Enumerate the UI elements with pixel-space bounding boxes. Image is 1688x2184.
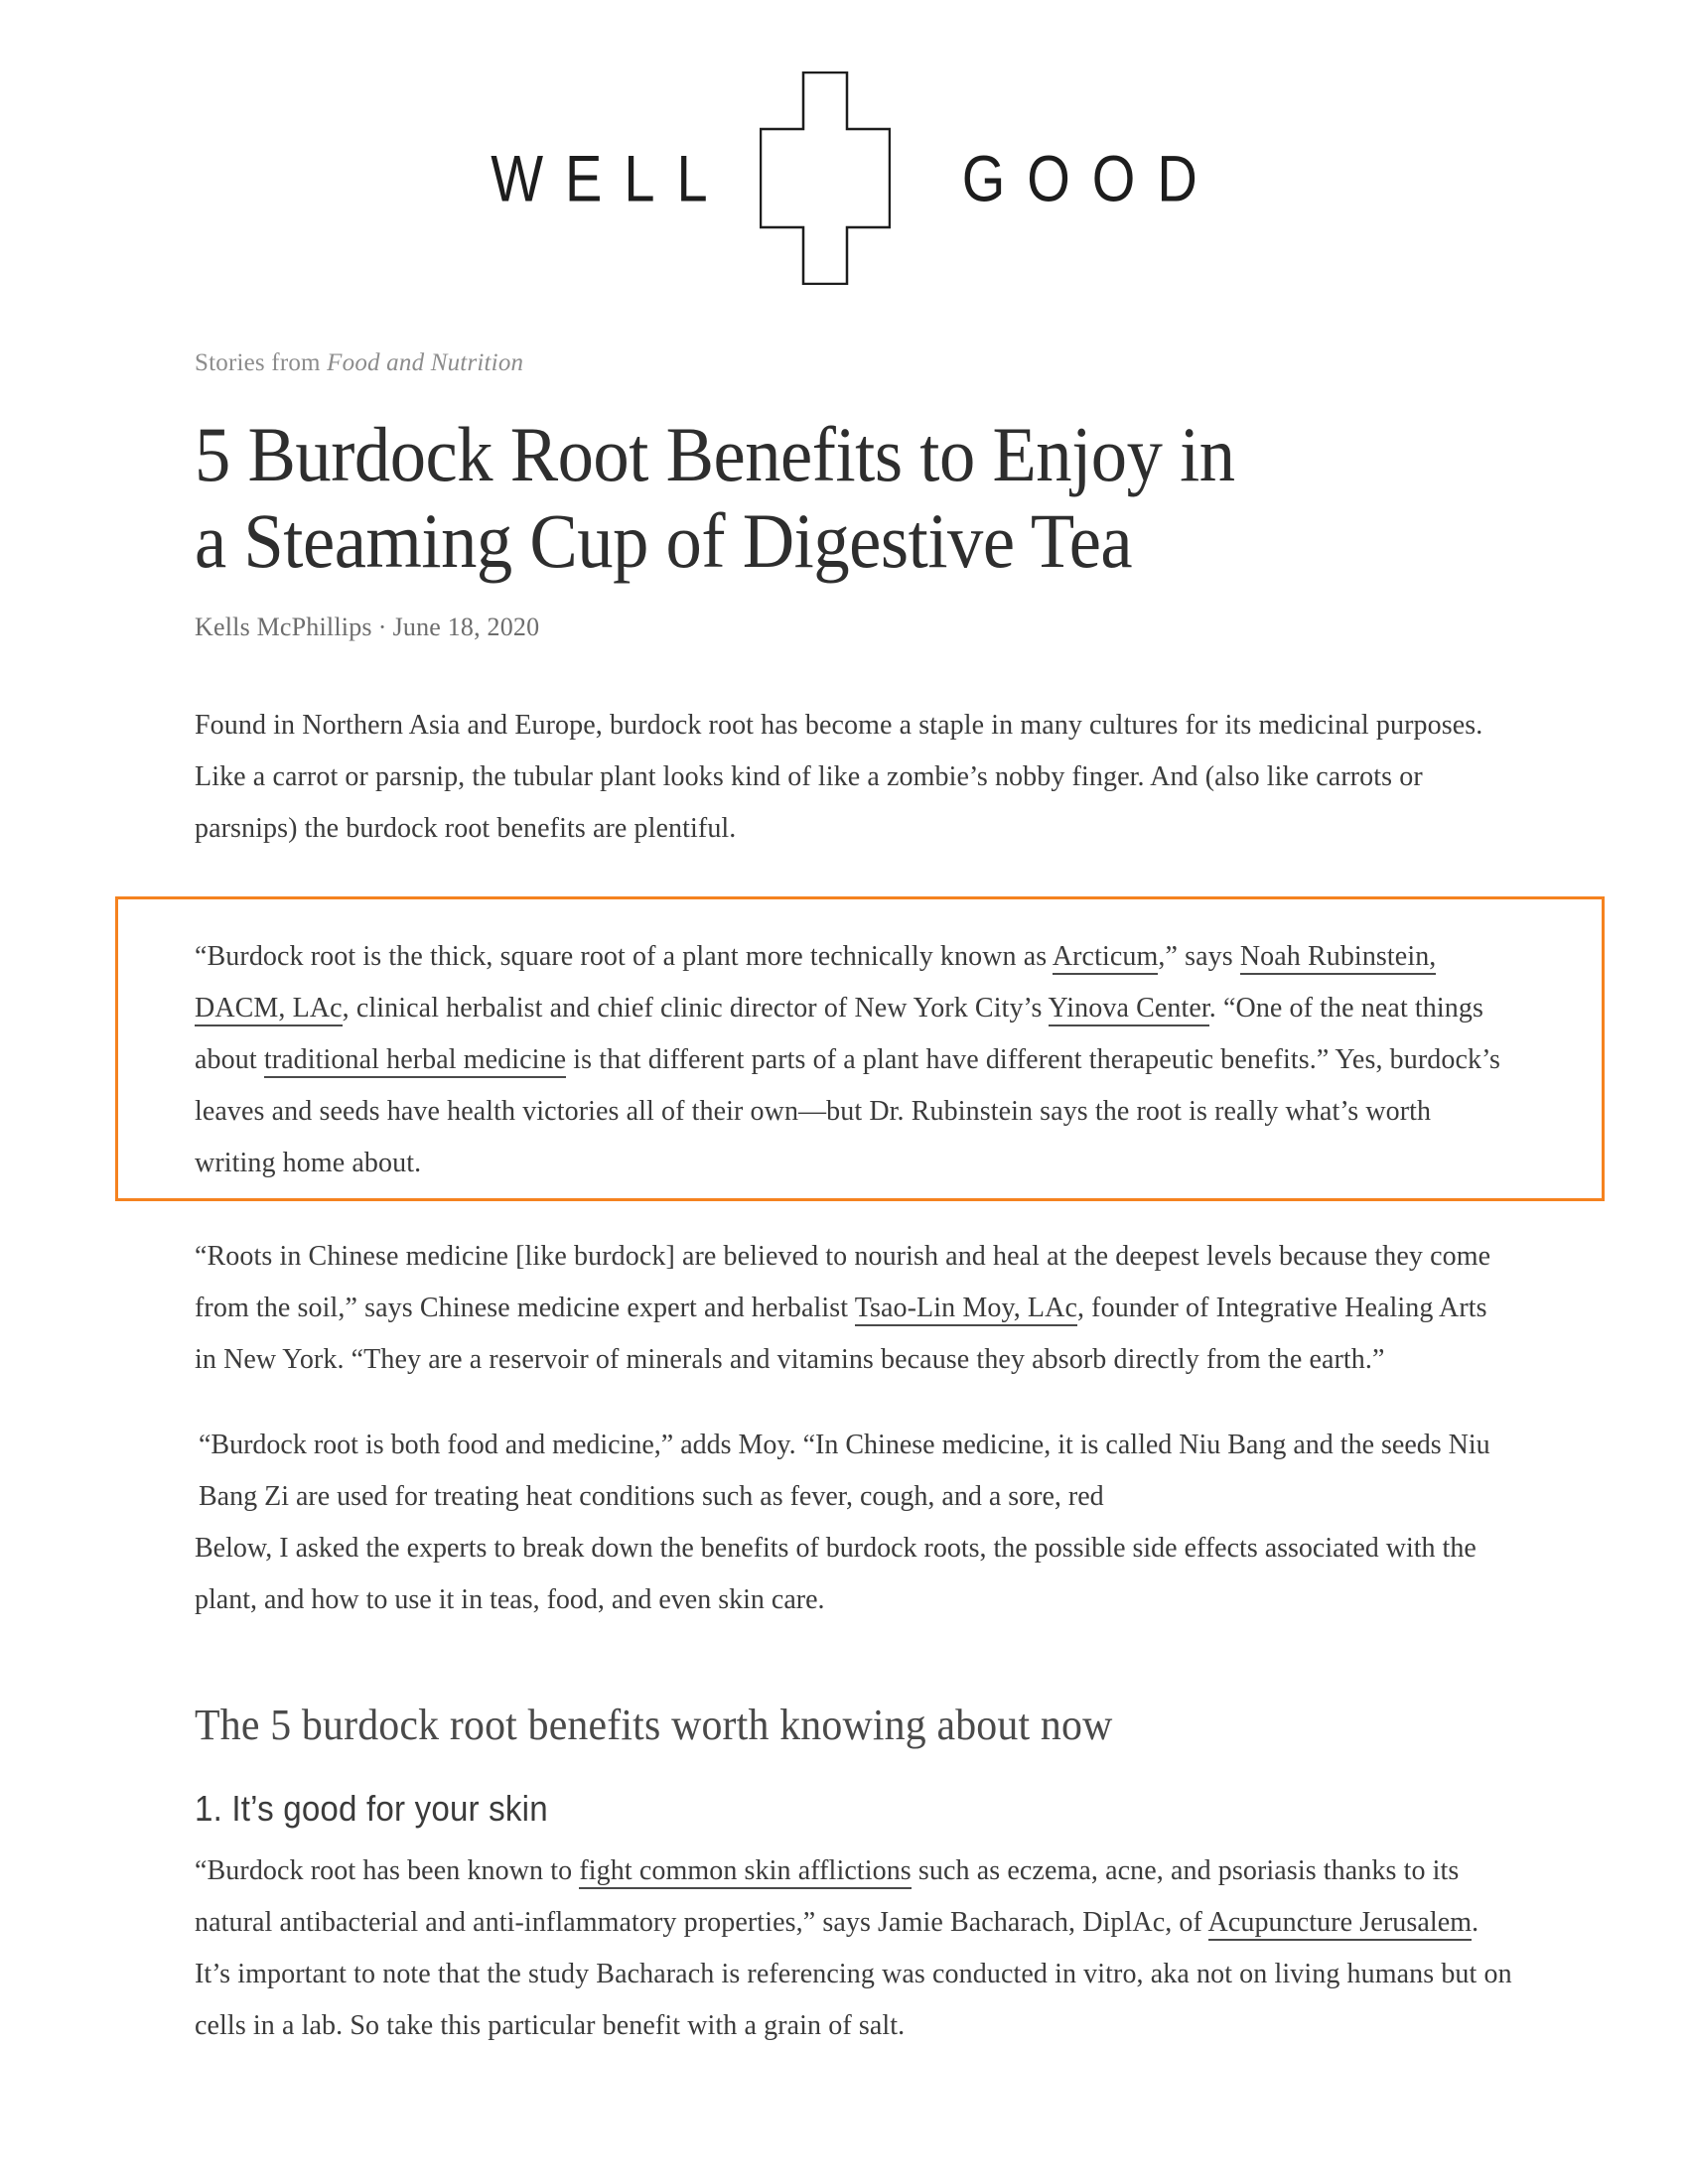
moy-seg-2: , founder of Integrative Healing Arts in New York. “They are a reservoir of minerals and vitamins because they absorb directly from the earth.” <box>195 1293 1487 1376</box>
skin-seg-3: . It’s important to note that the study Bacharach is referencing was conducted in vitro, aka not on living humans but on cells in a lab. So take this particular benefit with a grain of salt. <box>195 1907 1512 2042</box>
subsection-heading-skin: 1. It’s good for your skin <box>195 1788 548 1830</box>
site-masthead <box>0 71 1688 285</box>
article-paragraph-quote-moy <box>195 1231 1515 1386</box>
headline-line-2: a Steaming Cup of Digestive Tea <box>195 497 1133 585</box>
quote-seg-3: , clinical herbalist and chief clinic director of New York City’s <box>342 993 1049 1024</box>
link-acupuncture-jerusalem[interactable]: Acupuncture Jerusalem <box>1208 1907 1473 1941</box>
byline-separator: · <box>377 612 387 641</box>
byline <box>195 613 1505 642</box>
breadcrumb <box>195 349 1505 377</box>
skin-seg-2: such as eczema, acne, and psoriasis thanks to its natural antibacterial and anti-inflammatory properties,” says Jamie Bacharach, DiplAc, of <box>195 1855 1460 1939</box>
article-paragraph-niu-bang: “Burdock root is both food and medicine,” adds Moy. “In Chinese medicine, it is called Niu Bang and the seeds Niu Bang Zi are used for treating heat conditions such as fever, cough, and a sore, red <box>199 1430 1490 1513</box>
logo-word-well: WELL <box>491 140 730 215</box>
quote-seg-1: “Burdock root is the thick, square root of a plant more technically known as <box>195 941 1053 972</box>
article-paragraph-quote-rubinstein <box>195 931 1515 1189</box>
headline-line-1: 5 Burdock Root Benefits to Enjoy in <box>195 411 1235 497</box>
article-paragraph-skin <box>195 1845 1515 2052</box>
kicker-prefix: Stories from <box>195 349 328 376</box>
link-fight-common-skin-afflictions[interactable]: fight common skin afflictions <box>579 1855 911 1889</box>
quote-seg-2: ,” says <box>1158 941 1240 972</box>
section-heading-benefits: The 5 burdock root benefits worth knowing about now <box>195 1701 1113 1750</box>
publish-date: June 18, 2020 <box>392 612 540 641</box>
article-body-lower <box>195 1231 1515 2087</box>
link-arcticum[interactable]: Arcticum <box>1053 941 1159 975</box>
link-traditional-herbal-medicine[interactable]: traditional herbal medicine <box>264 1044 566 1078</box>
article-paragraph-1: Found in Northern Asia and Europe, burdock root has become a staple in many cultures for its medicinal purposes. Like a carrot or parsnip, the tubular plant looks kind of like a zombie’s nobby finger. And (also like carrots or parsnips) the burdock root benefits are plentiful. <box>195 709 1483 844</box>
moy-seg-1: “Roots in Chinese medicine [like burdock] are believed to nourish and heal at the deepest levels because they come from the soil,” says Chinese medicine expert and herbalist <box>195 1241 1491 1324</box>
article-paragraph-below-intro: Below, I asked the experts to break down the benefits of burdock roots, the possible side effects associated with the plant, and how to use it in teas, food, and even skin care. <box>195 1533 1477 1616</box>
quote-seg-5: is that different parts of a plant have different therapeutic benefits.” Yes, burdock’s leaves and seeds have health victories all of their own—but Dr. Rubinstein says the root is really what’s worth writing home about. <box>195 1044 1500 1179</box>
highlighted-paragraph-wrapper <box>195 931 1515 1189</box>
site-logo[interactable] <box>469 71 1219 285</box>
plus-cross-icon <box>760 71 891 285</box>
link-noah-rubinstein[interactable]: Noah Rubinstein, DACM, LAc <box>195 941 1436 1026</box>
logo-word-good: GOOD <box>961 140 1219 215</box>
author-name[interactable]: Kells McPhillips <box>195 612 372 641</box>
page-title <box>195 411 1414 585</box>
skin-seg-1: “Burdock root has been known to <box>195 1855 580 1887</box>
link-yinova-center[interactable]: Yinova Center <box>1049 993 1209 1026</box>
article-container <box>195 349 1505 888</box>
kicker-category-link[interactable]: Food and Nutrition <box>327 349 524 376</box>
quote-seg-4: . “One of the neat things about <box>195 993 1483 1076</box>
link-tsao-lin-moy[interactable]: Tsao-Lin Moy, LAc <box>855 1293 1077 1326</box>
overlapping-paragraph-block <box>195 1420 1515 1618</box>
